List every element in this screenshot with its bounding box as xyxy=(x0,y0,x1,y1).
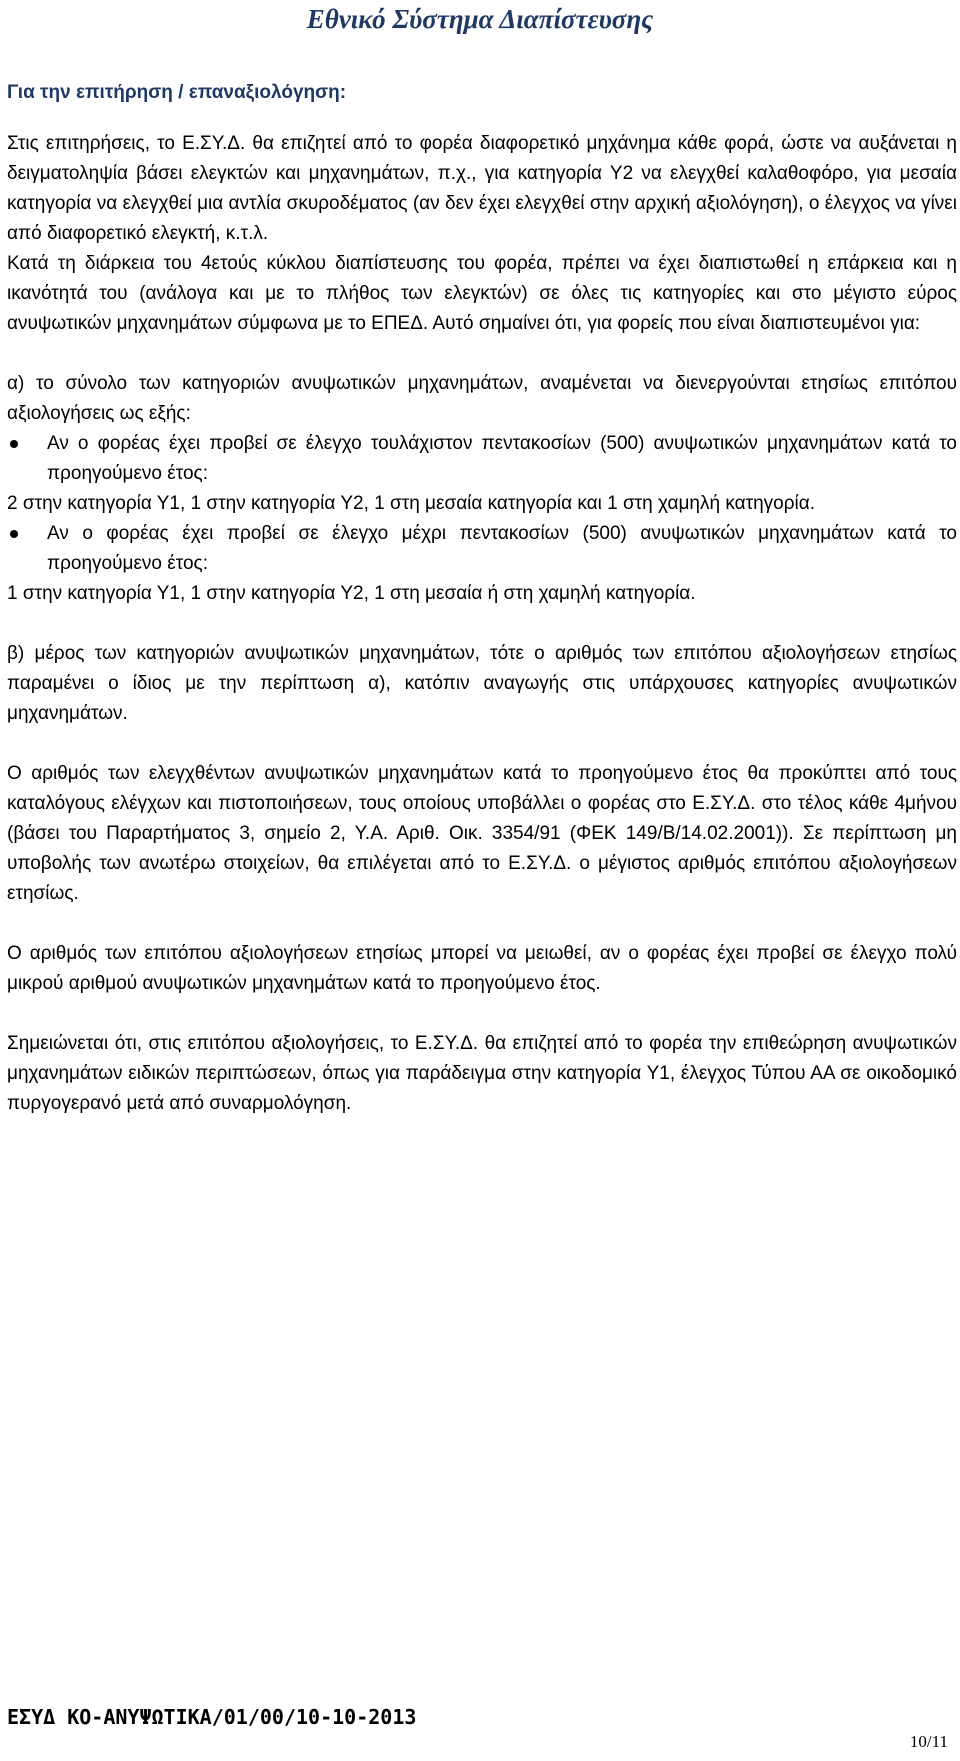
document-header-title: Εθνικό Σύστημα Διαπίστευσης xyxy=(306,4,654,34)
bullet-icon xyxy=(10,530,18,538)
paragraph-machine-count: Ο αριθμός των ελεγχθέντων ανυψωτικών μηχανημάτων κατά το προηγούμενο έτος θα προκύπτει από τους καταλόγους ελέγχων και πιστοποιήσεων, τους οποίους υποβάλλει ο φορέας στο Ε.ΣΥ.Δ. στο τέλος κάθε 4μήνου (βάσει του Παραρτήματος 3, σημείο 2, Υ.Α. Αριθ. Οικ. 3354/91 (ΦΕΚ 149/Β/14.02.2001)). Σε περίπτωση μη υποβολής των ανωτέρω στοιχείων, θα επιλέγεται από το Ε.ΣΥ.Δ. ο μέγιστος αριθμός επιτόπου αξιολογήσεων ετησίως. xyxy=(7,763,957,904)
bullet-icon xyxy=(10,440,18,448)
paragraph-case-a: α) το σύνολο των κατηγοριών ανυψωτικών μηχανημάτων, αναμένεται να διενεργούνται ετησίως επιτόπου αξιολογήσεις ως εξής: xyxy=(7,373,957,424)
footer-document-code: ΕΣΥΔ ΚΟ-ΑΝΥΨΩΤΙΚΑ/01/00/10-10-2013 xyxy=(7,1705,417,1729)
page-number: 10/11 xyxy=(909,1732,948,1751)
document-body xyxy=(7,78,957,1119)
paragraph-case-b: β) μέρος των κατηγοριών ανυψωτικών μηχανημάτων, τότε ο αριθμός των επιτόπου αξιολογήσεων ετησίως παραμένει ο ίδιος με την περίπτωση α), κατόπιν αναγωγής στις υπάρχουσες κατηγορίες ανυψωτικών μηχανημάτων. xyxy=(7,643,957,724)
section-heading: Για την επιτήρηση / επαναξιολόγηση: xyxy=(7,82,347,103)
paragraph-surveillance: Στις επιτηρήσεις, το Ε.ΣΥ.Δ. θα επιζητεί από το φορέα διαφορετικό μηχάνημα κάθε φορά, ώστε να αυξάνεται η δειγματοληψία βάσει ελεγκτών και μηχανημάτων, π.χ., για κατηγορία Υ2 να ελεγχθεί καλαθοφόρο, για μεσαία κατηγορία να ελεγχθεί μια αντλία σκυροδέματος (αν δεν έχει ελεγχθεί στην αρχική αξιολόγηση), ο έλεγχος να γίνει από διαφορετικό ελεγκτή, κ.τ.λ. xyxy=(7,133,957,244)
list-item xyxy=(7,429,957,489)
bullet-text: Αν ο φορέας έχει προβεί σε έλεγχο τουλάχιστον πεντακοσίων (500) ανυψωτικών μηχανημάτων κατά το προηγούμενο έτος: xyxy=(47,433,957,484)
list-item xyxy=(7,519,957,579)
bullet-detail: 1 στην κατηγορία Υ1, 1 στην κατηγορία Υ2, 1 στη μεσαία ή στη χαμηλή κατηγορία. xyxy=(7,583,696,604)
bullet-text: Αν ο φορέας έχει προβεί σε έλεγχο μέχρι πεντακοσίων (500) ανυψωτικών μηχανημάτων κατά το προηγούμενο έτος: xyxy=(47,523,957,574)
bullet-detail: 2 στην κατηγορία Υ1, 1 στην κατηγορία Υ2, 1 στη μεσαία κατηγορία και 1 στη χαμηλή κατηγορία. xyxy=(7,493,816,514)
paragraph-reduction: Ο αριθμός των επιτόπου αξιολογήσεων ετησίως μπορεί να μειωθεί, αν ο φορέας έχει προβεί σε έλεγχο πολύ μικρού αριθμού ανυψωτικών μηχανημάτων κατά το προηγούμενο έτος. xyxy=(7,943,957,994)
paragraph-note: Σημειώνεται ότι, στις επιτόπου αξιολογήσεις, το Ε.ΣΥ.Δ. θα επιζητεί από το φορέα την επιθεώρηση ανυψωτικών μηχανημάτων ειδικών περιπτώσεων, όπως για παράδειγμα στην κατηγορία Υ1, έλεγχος Τύπου ΑΑ σε οικοδομικό πυργογερανό μετά από συναρμολόγηση. xyxy=(7,1033,957,1114)
paragraph-accreditation-cycle: Κατά τη διάρκεια του 4ετούς κύκλου διαπίστευσης του φορέα, πρέπει να έχει διαπιστωθεί η επάρκεια και η ικανότητά του (ανάλογα και με το πλήθος των ελεγκτών) σε όλες τις κατηγορίες και στο μέγιστο εύρος ανυψωτικών μηχανημάτων σύμφωνα με το ΕΠΕΔ. Αυτό σημαίνει ότι, για φορείς που είναι διαπιστευμένοι για: xyxy=(7,253,957,334)
